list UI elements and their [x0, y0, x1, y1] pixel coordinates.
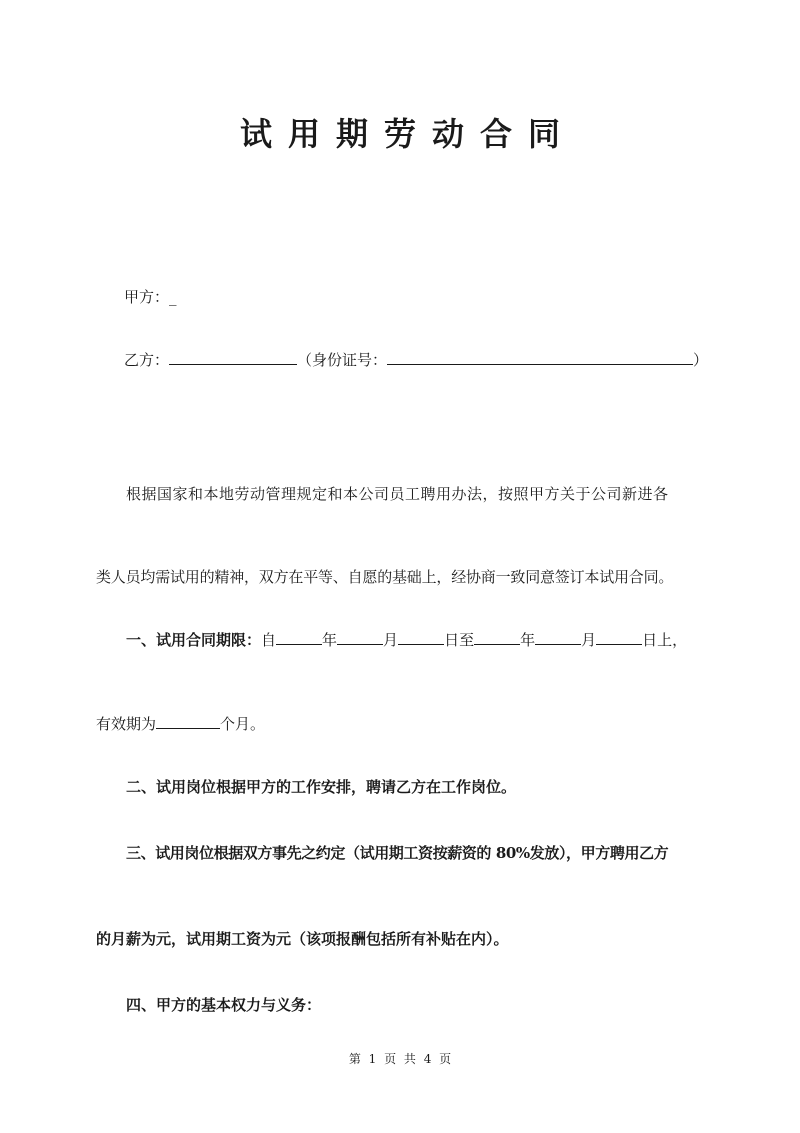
clause-3-line-2: 的月薪为元，试用期工资为元（该项报酬包括所有补贴在内）。: [96, 930, 509, 948]
clause-1-month: 月: [383, 631, 399, 649]
intro-line-1: 根据国家和本地劳动管理规定和本公司员工聘用办法，按照甲方关于公司新进各: [126, 485, 669, 503]
party-a-line: [124, 286, 177, 308]
validity-line: [96, 712, 265, 735]
clause-1-line: [126, 628, 687, 651]
document-title: 试用期劳动合同: [239, 115, 576, 153]
party-b-name-blank[interactable]: [169, 348, 297, 365]
clause-3-line-1: 三、试用岗位根据双方事先之约定（试用期工资按薪资的 80%发放），甲方聘用乙方: [126, 844, 669, 862]
clause-1-day-end: 日上，: [642, 631, 688, 649]
start-year-blank[interactable]: [276, 628, 322, 645]
end-day-blank[interactable]: [596, 628, 642, 645]
party-b-id-blank[interactable]: [387, 348, 693, 365]
clause-4-heading: 四、甲方的基本权力与义务：: [126, 996, 322, 1014]
start-month-blank[interactable]: [337, 628, 383, 645]
party-b-label: 乙方：: [124, 351, 170, 369]
validity-months-blank[interactable]: [156, 712, 220, 729]
party-a-label: 甲方：_: [124, 288, 177, 306]
party-b-line: [124, 348, 708, 371]
page-number: 第 1 页 共 4 页: [348, 1052, 452, 1066]
validity-prefix: 有效期为: [96, 715, 157, 733]
clause-1-month-2: 月: [581, 631, 597, 649]
clause-1-year: 年: [322, 631, 338, 649]
end-year-blank[interactable]: [474, 628, 520, 645]
clause-1-from: 自: [261, 631, 277, 649]
validity-suffix: 个月。: [220, 715, 266, 733]
clause-2: 二、试用岗位根据甲方的工作安排，聘请乙方在工作岗位。: [126, 778, 517, 796]
clause-1-year-2: 年: [520, 631, 536, 649]
intro-line-2: 类人员均需试用的精神，双方在平等、自愿的基础上，经协商一致同意签订本试用合同。: [96, 568, 674, 586]
start-day-blank[interactable]: [398, 628, 444, 645]
party-b-id-close: ）: [693, 351, 709, 369]
party-b-id-label: （身份证号：: [297, 351, 388, 369]
end-month-blank[interactable]: [535, 628, 581, 645]
clause-1-heading: 一、试用合同期限：: [126, 631, 262, 649]
clause-1-day-to: 日至: [444, 631, 475, 649]
